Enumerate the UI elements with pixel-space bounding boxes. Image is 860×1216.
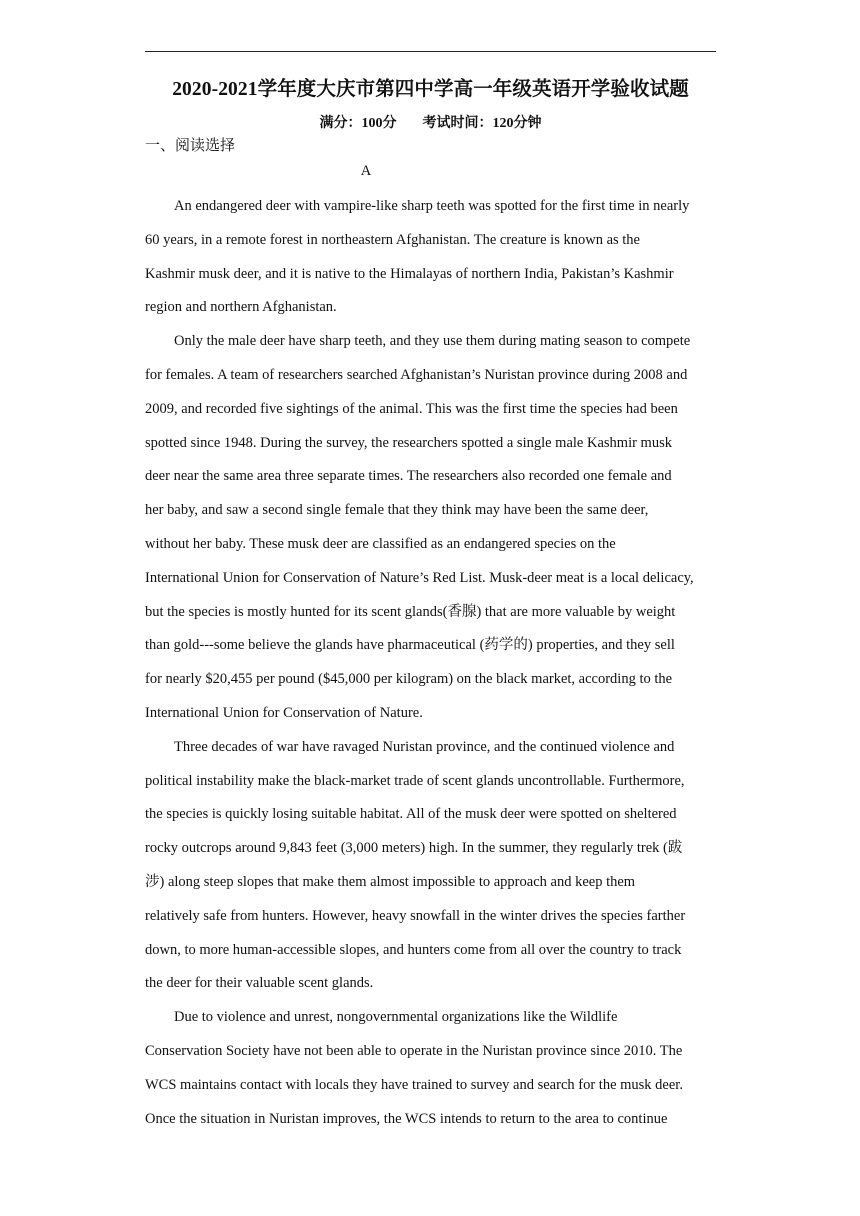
paragraph-2-line: Only the male deer have sharp teeth, and they use them during mating season to compete xyxy=(174,333,691,350)
paragraph-2-line: for females. A team of researchers searched Afghanistan’s Nuristan province during 2008 and xyxy=(145,366,688,383)
paragraph-2-line: International Union for Conservation of Nature. xyxy=(145,704,423,721)
paragraph-2-line: her baby, and saw a second single female that they think may have been the same deer, xyxy=(145,502,649,519)
header-rule xyxy=(145,51,716,52)
paragraph-2-line: but the species is mostly hunted for its scent glands(香腺) that are more valuable by weight xyxy=(145,603,676,620)
reading-passage xyxy=(145,190,721,1136)
paragraph-3-line: rocky outcrops around 9,843 feet (3,000 meters) high. In the summer, they regularly trek (跋 xyxy=(145,840,683,857)
paragraph-3-line: relatively safe from hunters. However, heavy snowfall in the winter drives the species farther xyxy=(145,907,686,924)
paragraph-3-line: the species is quickly losing suitable habitat. All of the musk deer were spotted on sheltered xyxy=(145,806,677,823)
paragraph-3-line: the deer for their valuable scent glands. xyxy=(145,975,374,992)
paragraph-3-line: political instability make the black-market trade of scent glands uncontrollable. Furthermore, xyxy=(145,772,685,789)
section-heading: 一、阅读选择 xyxy=(145,138,236,154)
paragraph-3-line: 涉) along steep slopes that make them almost impossible to approach and keep them xyxy=(145,873,636,890)
paragraph-2-line: 2009, and recorded five sightings of the animal. This was the first time the species had been xyxy=(145,400,678,417)
paragraph-1-line: Kashmir musk deer, and it is native to the Himalayas of northern India, Pakistan’s Kashmir xyxy=(145,265,674,282)
passage-label: A xyxy=(360,163,372,179)
exam-title: 2020-2021学年度大庆市第四中学高一年级英语开学验收试题 xyxy=(172,79,689,100)
paragraph-1-line: 60 years, in a remote forest in northeastern Afghanistan. The creature is known as the xyxy=(145,231,640,248)
paragraph-2-line: deer near the same area three separate times. The researchers also recorded one female and xyxy=(145,468,672,485)
paragraph-2-line: than gold---some believe the glands have pharmaceutical (药学的) properties, and they sell xyxy=(145,637,675,654)
paragraph-4-line: WCS maintains contact with locals they have trained to survey and search for the musk deer. xyxy=(145,1076,683,1093)
paragraph-1-line: region and northern Afghanistan. xyxy=(145,299,337,316)
paragraph-4-line: Conservation Society have not been able to operate in the Nuristan province since 2010. The xyxy=(145,1042,683,1059)
paragraph-2-line: without her baby. These musk deer are classified as an endangered species on the xyxy=(145,535,616,552)
paragraph-4-line: Due to violence and unrest, nongovernmental organizations like the Wildlife xyxy=(174,1009,618,1026)
full-score: 满分：100分 xyxy=(319,116,397,131)
paragraph-2-line: International Union for Conservation of Nature’s Red List. Musk-deer meat is a local delicacy, xyxy=(145,569,694,586)
paragraph-2-line: spotted since 1948. During the survey, the researchers spotted a single male Kashmir musk xyxy=(145,434,672,451)
paragraph-3-line: down, to more human-accessible slopes, and hunters come from all over the country to track xyxy=(145,941,682,958)
exam-meta xyxy=(145,112,716,132)
paragraph-3-line: Three decades of war have ravaged Nuristan province, and the continued violence and xyxy=(174,738,675,755)
paragraph-1-line: An endangered deer with vampire-like sharp teeth was spotted for the first time in nearly xyxy=(174,198,690,214)
paragraph-4-line: Once the situation in Nuristan improves, the WCS intends to return to the area to continue xyxy=(145,1110,668,1127)
paragraph-2-line: for nearly $20,455 per pound ($45,000 per kilogram) on the black market, according to the xyxy=(145,671,673,688)
exam-time: 考试时间：120分钟 xyxy=(422,116,542,131)
